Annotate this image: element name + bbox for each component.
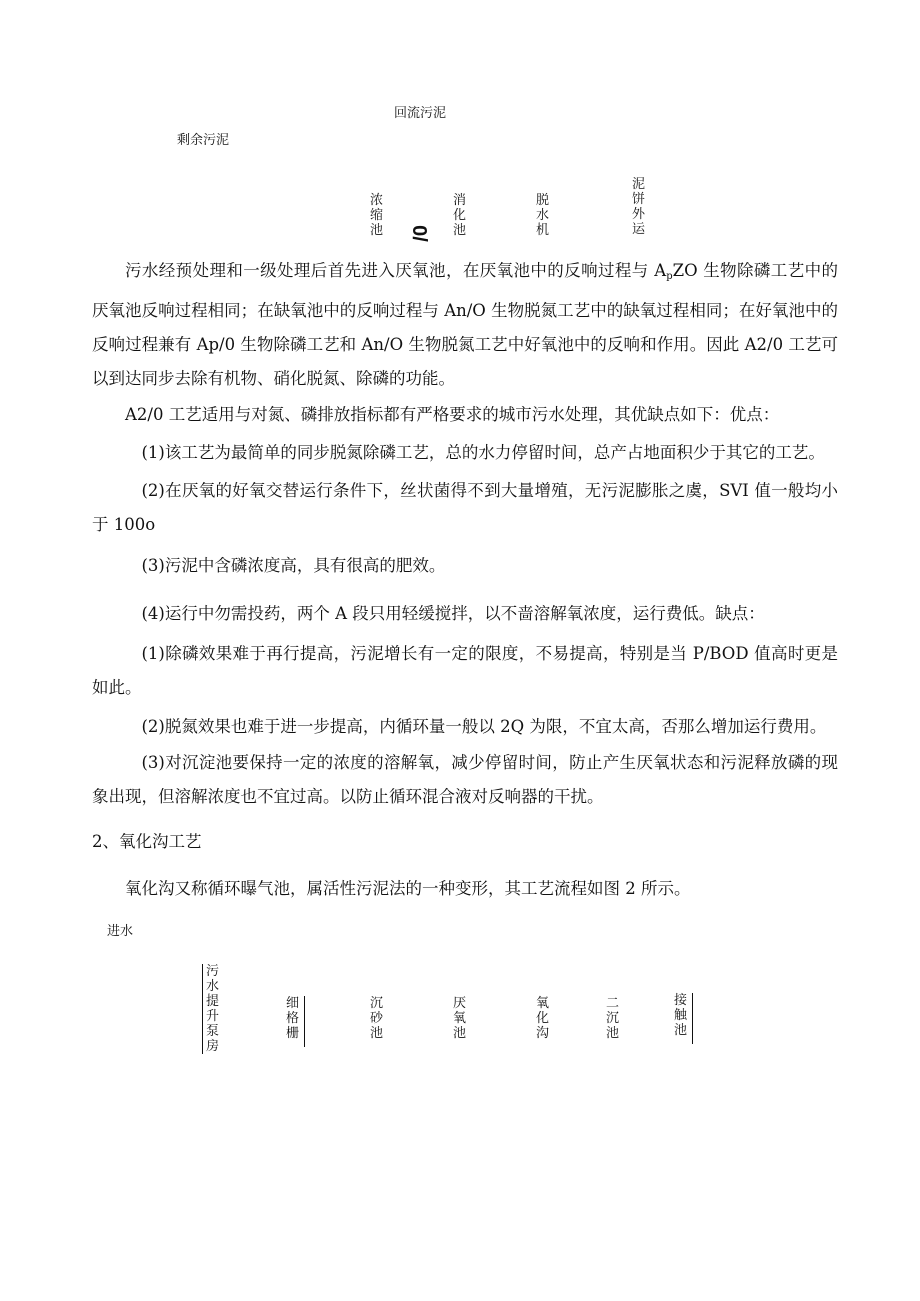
paragraph-process-subscript: p bbox=[666, 271, 673, 282]
paragraph-process-description bbox=[92, 254, 838, 396]
paragraph-process-part2: ZO 生物除磷工艺中的厌氧池反响过程相同；在缺氧池中的反响过程与 An/O 生物脱氮工艺中的缺氧过程相同；在好氧池中的反响过程兼有 Ap/0 生物除磷工艺和 An/O 生物脱氮工艺中好氧池中的反响和作用。因此 A2/0 工艺可以到达同步去除有机物、硝化脱氮、除磷的功能。 bbox=[92, 261, 838, 388]
excess-sludge-label: 剩余污泥 bbox=[177, 133, 230, 148]
digester-label: 消化池 bbox=[452, 193, 466, 238]
flow-arrow-glyph: 0/ bbox=[407, 225, 430, 242]
disadvantage-3: (3)对沉淀池要保持一定的浓度的溶解氧，减少停留时间，防止产生厌氧状态和污泥释放磷的现象出现，但溶解浓度也不宜过高。以防止循环混合液对反响器的干扰。 bbox=[92, 753, 838, 806]
grit-chamber-label: 沉砂池 bbox=[369, 996, 383, 1041]
section-heading-oxidation-ditch: 2、氧化沟工艺 bbox=[92, 832, 202, 851]
thickener-label: 浓缩池 bbox=[369, 193, 383, 238]
secondary-clarifier-label: 二沉池 bbox=[605, 996, 619, 1041]
fine-screen-box: 细格栅 bbox=[285, 996, 305, 1047]
advantage-1: (1)该工艺为最简单的同步脱氮除磷工艺，总的水力停留时间，总产占地面积少于其它的工艺。 bbox=[141, 443, 825, 462]
paragraph-process-part1: 污水经预处理和一级处理后首先进入厌氧池，在厌氧池中的反响过程与 A bbox=[125, 261, 667, 280]
paragraph-oxidation-ditch: 氧化沟又称循环曝气池，属活性污泥法的一种变形，其工艺流程如图 2 所示。 bbox=[125, 879, 691, 898]
cake-out-label: 泥饼外运 bbox=[631, 177, 645, 237]
pump-house-box: 污水提升泵房 bbox=[202, 964, 220, 1054]
inflow-label: 进水 bbox=[107, 924, 134, 939]
disadvantage-2: (2)脱氮效果也难于进一步提高，内循环量一般以 2Q 为限，不宜太高，否那么增加运行费用。 bbox=[141, 717, 827, 736]
dewatering-label: 脱水机 bbox=[535, 193, 549, 238]
paragraph-applicability: A2/0 工艺适用与对氮、磷排放指标都有严格要求的城市污水处理，其优缺点如下：优点： bbox=[125, 405, 780, 424]
advantage-2: (2)在厌氧的好氧交替运行条件下，丝状菌得不到大量增殖，无污泥膨胀之虞，SVI 值一般均小于 100o bbox=[92, 481, 838, 534]
advantage-4: (4)运行中勿需投药，两个 A 段只用轻缓搅拌，以不啬溶解氧浓度，运行费低。缺点： bbox=[141, 604, 765, 623]
anaerobic-tank-label: 厌氧池 bbox=[452, 996, 466, 1041]
disadvantage-1: (1)除磷效果难于再行提高，污泥增长有一定的限度，不易提高，特别是当 P/BOD 值高时更是如此。 bbox=[92, 644, 838, 697]
advantage-3: (3)污泥中含磷浓度高，具有很高的肥效。 bbox=[141, 556, 446, 575]
contact-tank-box: 接触池 bbox=[673, 993, 693, 1044]
oxidation-ditch-label: 氧化沟 bbox=[535, 996, 549, 1041]
return-sludge-label: 回流污泥 bbox=[394, 106, 447, 121]
